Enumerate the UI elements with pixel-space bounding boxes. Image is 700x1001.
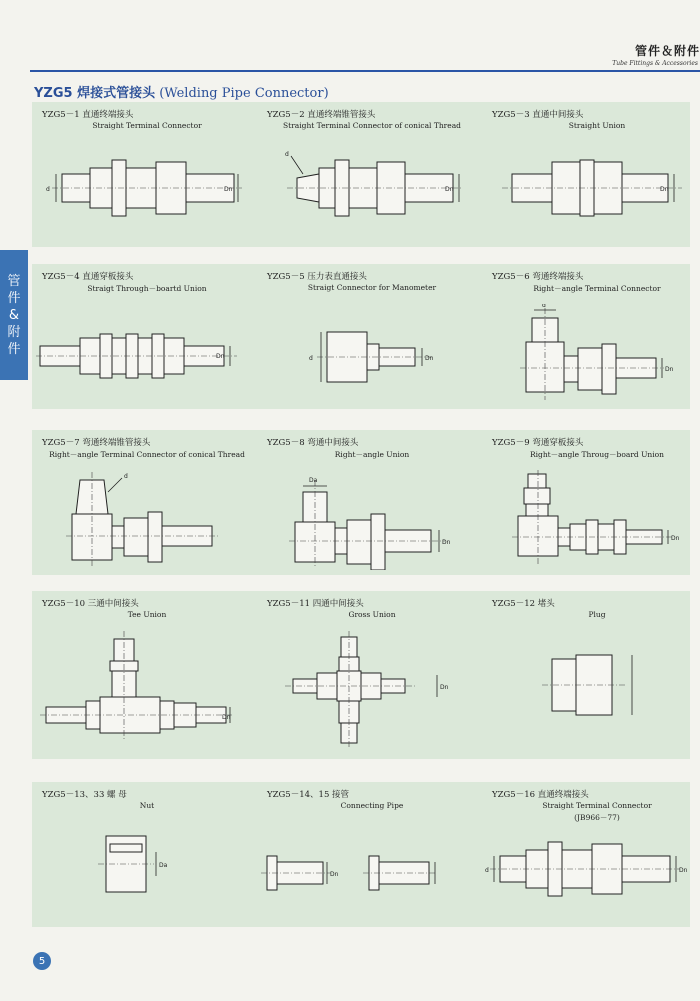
- row-panel-1: [32, 102, 690, 247]
- svg-text:Dn: Dn: [216, 353, 225, 360]
- item-en: Straight Terminal Connector: [92, 121, 202, 130]
- page-number: 5: [33, 952, 51, 970]
- right-angle-terminal-connector-drawing: [482, 304, 700, 404]
- item-yzg5-12: [482, 591, 700, 759]
- item-yzg5-10: [32, 591, 252, 759]
- plug-drawing: [482, 631, 700, 756]
- item-yzg5-1: [32, 102, 252, 252]
- svg-text:Dn: Dn: [445, 186, 454, 193]
- item-standard: (JB966－77): [574, 813, 620, 822]
- item-code: YZG5－2 直通终端锥管接头: [267, 110, 376, 120]
- cross-union-drawing: [257, 631, 477, 756]
- title-code: YZG5 焊接式管接头: [34, 86, 156, 101]
- item-code: YZG5－5 压力表直通接头: [267, 272, 367, 282]
- item-en: Straight Terminal Connector: [542, 801, 652, 810]
- item-yzg5-11: [257, 591, 477, 759]
- item-en: Gross Union: [348, 610, 396, 619]
- item-en: Straigt Through－boartd Union: [87, 284, 207, 293]
- row-panel-2: [32, 264, 690, 409]
- side-tab-char: 管: [7, 273, 21, 289]
- svg-text:Dn: Dn: [440, 684, 449, 691]
- svg-text:d: d: [46, 186, 50, 193]
- right-angle-through-board-drawing: [482, 470, 700, 570]
- svg-text:Dn: Dn: [330, 871, 339, 878]
- item-en: Tee Union: [127, 610, 167, 619]
- svg-text:Dn: Dn: [665, 366, 674, 373]
- connecting-pipe-drawing: [257, 822, 477, 922]
- item-code: YZG5－11 四通中间接头: [267, 599, 364, 609]
- item-en: Right－angle Union: [334, 450, 410, 459]
- side-tab-char: 件: [7, 290, 21, 306]
- svg-text:d: d: [124, 473, 128, 480]
- item-en: Right－angle Terminal Connector: [533, 284, 661, 293]
- svg-text:Da: Da: [309, 477, 318, 484]
- item-yzg5-2: [257, 102, 477, 252]
- side-tab-char: 附: [7, 324, 21, 340]
- side-tab-char: 件: [7, 341, 21, 357]
- item-en: Right－angle Throug－board Union: [529, 450, 665, 459]
- section-header-en: Tube Fittings & Accessories: [612, 60, 698, 67]
- item-yzg5-13-33: [32, 782, 252, 932]
- item-code: YZG5－8 弯通中间接头: [267, 438, 359, 448]
- straight-terminal-connector-drawing: [32, 142, 252, 242]
- svg-text:Dn: Dn: [224, 186, 233, 193]
- item-yzg5-14-15: [257, 782, 477, 932]
- item-en: Connecting Pipe: [340, 801, 404, 810]
- straight-terminal-connector-jb-drawing: [482, 822, 700, 922]
- item-en: Right－angle Terminal Connector of conical Thread: [49, 450, 245, 459]
- manometer-connector-drawing: [257, 304, 477, 404]
- svg-text:Dn: Dn: [222, 714, 231, 721]
- section-header: 管件＆附件: [634, 44, 700, 58]
- side-tab-char: &: [8, 307, 20, 323]
- item-code: YZG5－7 弯通终端锥管接头: [42, 438, 151, 448]
- row-panel-3: [32, 430, 690, 575]
- svg-text:Dn: Dn: [425, 355, 434, 362]
- item-yzg5-3: [482, 102, 700, 252]
- svg-text:d: d: [309, 355, 313, 362]
- item-en: Straigt Connector for Manometer: [307, 283, 437, 292]
- row-panel-4: [32, 591, 690, 759]
- item-yzg5-6: [482, 264, 700, 414]
- item-code: YZG5－10 三通中间接头: [42, 599, 139, 609]
- nut-drawing: [32, 822, 252, 922]
- item-code: YZG5－12 堵头: [492, 599, 555, 609]
- item-code: YZG5－6 弯通终端接头: [492, 272, 584, 282]
- item-code: YZG5－4 直通穿板接头: [42, 272, 134, 282]
- row-panel-5: [32, 782, 690, 927]
- svg-text:Dn: Dn: [442, 539, 451, 546]
- item-en: Plug: [588, 610, 606, 619]
- svg-text:d: d: [485, 867, 489, 874]
- item-code: YZG5－1 直通终端接头: [42, 110, 134, 120]
- item-code: YZG5－14、15 接管: [267, 790, 350, 800]
- straight-union-drawing: [482, 142, 700, 242]
- item-code: YZG5－16 直通终端接头: [492, 790, 589, 800]
- svg-text:Da: Da: [159, 862, 168, 869]
- item-yzg5-5: [257, 264, 477, 414]
- right-angle-conical-connector-drawing: [32, 470, 252, 570]
- item-yzg5-9: [482, 430, 700, 580]
- svg-text:d: d: [542, 304, 546, 309]
- header-rule: [30, 70, 700, 72]
- svg-text:d: d: [285, 151, 289, 158]
- item-en: Nut: [139, 801, 155, 810]
- item-code: YZG5－3 直通中间接头: [492, 110, 584, 120]
- right-angle-union-drawing: [257, 470, 477, 570]
- item-yzg5-16: [482, 782, 700, 932]
- page-title: [34, 82, 329, 101]
- tee-union-drawing: [32, 631, 252, 756]
- through-board-union-drawing: [32, 304, 252, 404]
- svg-text:Dn: Dn: [660, 186, 669, 193]
- svg-text:Dn: Dn: [679, 867, 688, 874]
- title-en: (Welding Pipe Connector): [159, 86, 329, 101]
- item-en: Straight Terminal Connector of conical Thread: [283, 121, 461, 130]
- item-code: YZG5－13、33 螺 母: [42, 790, 127, 800]
- svg-text:Dn: Dn: [671, 535, 680, 542]
- item-yzg5-8: [257, 430, 477, 580]
- item-yzg5-4: [32, 264, 252, 414]
- conical-thread-connector-drawing: [257, 142, 477, 242]
- item-code: YZG5－9 弯通穿板接头: [492, 438, 584, 448]
- item-yzg5-7: [32, 430, 252, 580]
- item-en: Straight Union: [568, 121, 626, 130]
- side-tab: [0, 250, 28, 380]
